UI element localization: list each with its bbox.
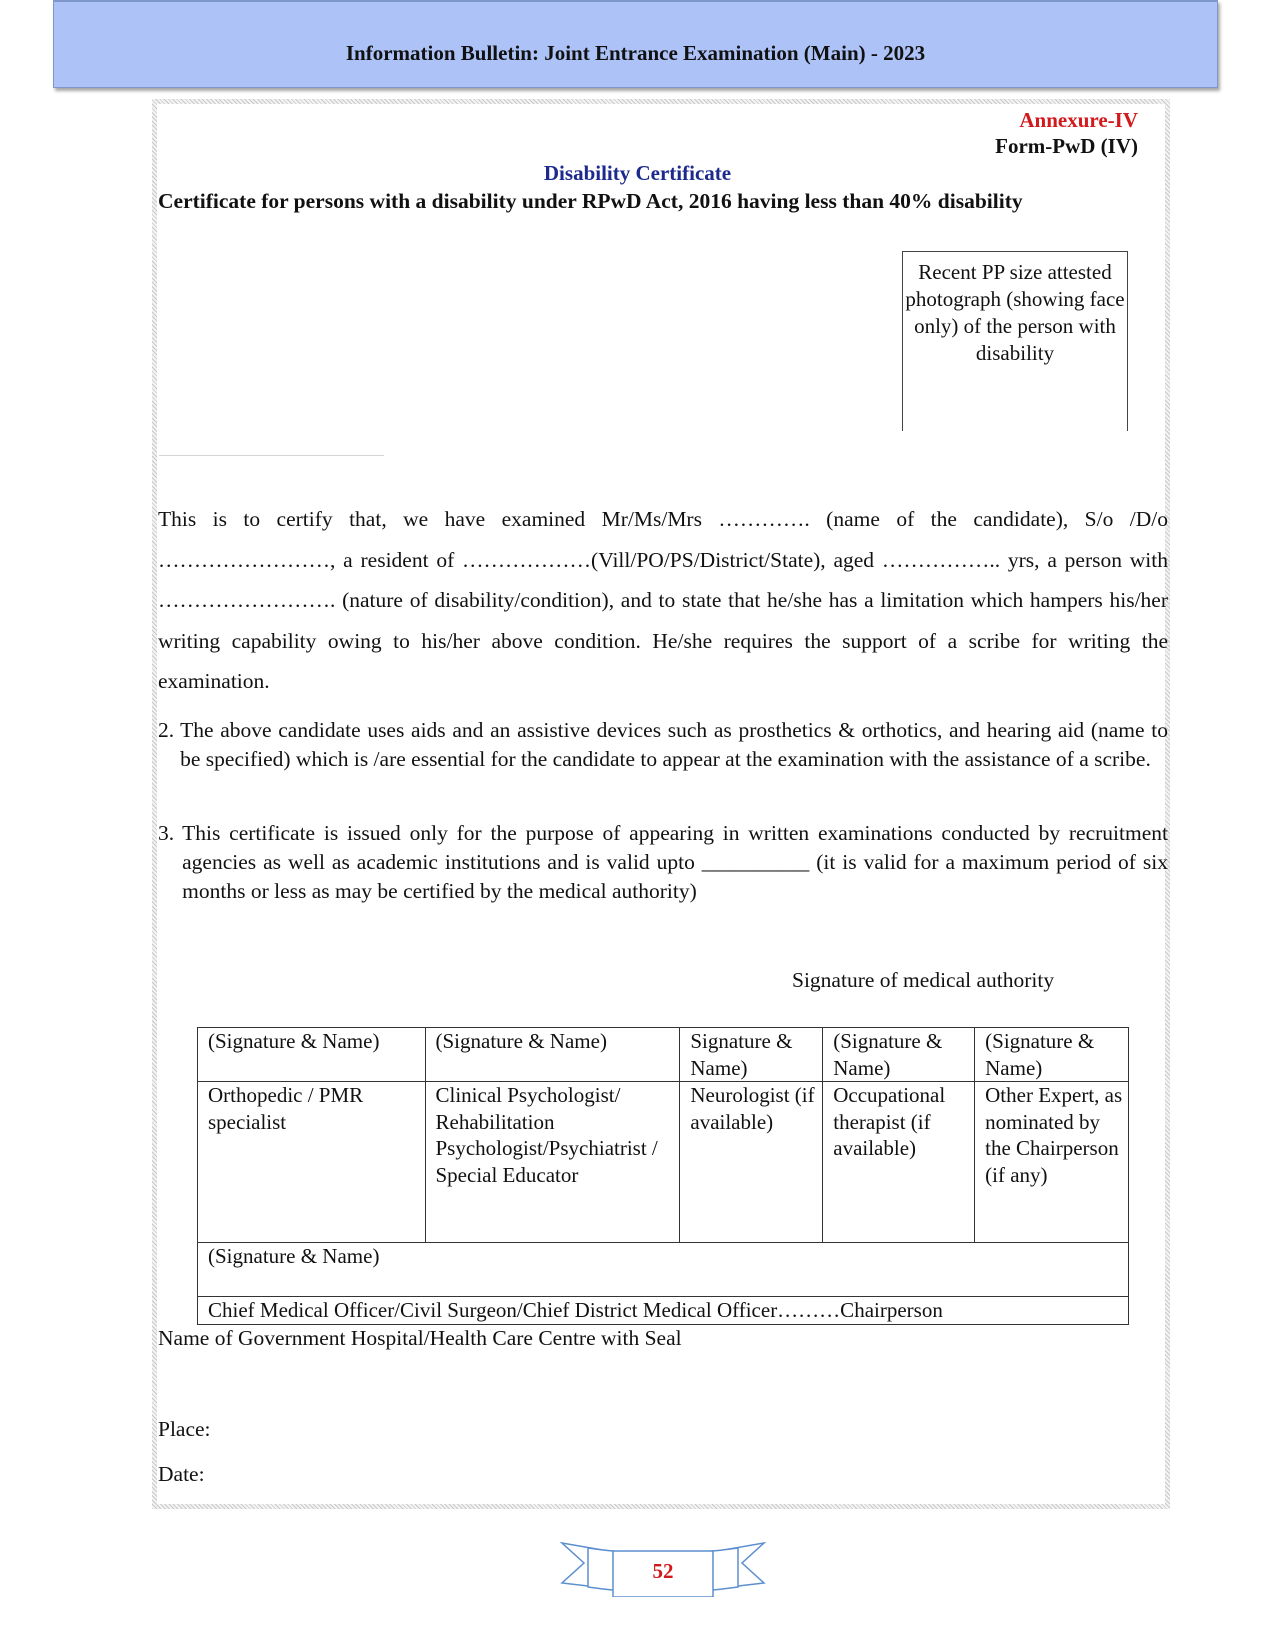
table-row: [198, 1082, 1129, 1243]
table-cell: Chief Medical Officer/Civil Surgeon/Chief District Medical Officer………Chairperson: [198, 1297, 1129, 1325]
table-cell: Orthopedic / PMR specialist: [198, 1082, 426, 1243]
item-number: 3.: [158, 821, 175, 845]
table-row: [198, 1297, 1129, 1325]
page-number: 52: [652, 1559, 674, 1583]
table-cell: Clinical Psychologist/ Rehabilitation Psychologist/Psychiatrist / Special Educator: [425, 1082, 680, 1243]
place-field: Place:: [158, 1417, 211, 1441]
table-cell: Signature & Name): [680, 1028, 823, 1082]
medical-authority-table: [197, 1027, 1129, 1325]
form-number: Form-PwD (IV): [995, 134, 1138, 158]
table-cell: Neurologist (if available): [680, 1082, 823, 1243]
table-cell: (Signature & Name): [823, 1028, 975, 1082]
list-item-3: [158, 819, 1168, 906]
annexure-label: Annexure-IV: [1019, 108, 1138, 132]
photograph-box: [902, 251, 1128, 431]
certificate-subtitle: Certificate for persons with a disability under RPwD Act, 2016 having less than 40% disability: [158, 189, 1023, 213]
photograph-instructions: Recent PP size attested photograph (showing face only) of the person with disability: [905, 260, 1125, 365]
certificate-title: Disability Certificate: [543, 161, 732, 185]
bulletin-header: [53, 0, 1218, 88]
list-item-2: [158, 716, 1168, 774]
item-text: This certificate is issued only for the purpose of appearing in written examinations conducted by recruitment agencies as well as academic institutions and is valid upto __________ (it is valid for a maximum period of six months or less as may be certified by the medical authority): [182, 821, 1168, 903]
item-text: The above candidate uses aids and an assistive devices such as prosthetics & orthotics, and hearing aid (name to be specified) which is /are essential for the candidate to appear at the examination with the assistance of a scribe.: [180, 718, 1168, 771]
table-cell: (Signature & Name): [975, 1028, 1129, 1082]
date-field: Date:: [158, 1462, 205, 1486]
table-cell: Other Expert, as nominated by the Chairperson (if any): [975, 1082, 1129, 1243]
table-row: [198, 1028, 1129, 1082]
item-number: 2.: [158, 718, 175, 742]
hospital-name-field: Name of Government Hospital/Health Care Centre with Seal: [158, 1326, 682, 1350]
table-cell: (Signature & Name): [198, 1243, 1129, 1297]
table-row: [198, 1243, 1129, 1297]
table-cell: (Signature & Name): [198, 1028, 426, 1082]
certification-paragraph: This is to certify that, we have examined Mr/Ms/Mrs …………. (name of the candidate), S/o /D/o ……………………, a resident of ………………(Vill/PO/PS/District/State), aged …………….. yrs, a person with ……………………. (nature of disability/condition), and to state that he/she has a limitation which hampers his/her writing capability owing to his/her above condition. He/she requires the support of a scribe for writing the examination.: [158, 507, 1168, 693]
table-cell: Occupational therapist (if available): [823, 1082, 975, 1243]
medical-authority-signature-label: Signature of medical authority: [792, 968, 1055, 992]
divider: [159, 455, 384, 456]
table-cell: (Signature & Name): [425, 1028, 680, 1082]
bulletin-title: Information Bulletin: Joint Entrance Examination (Main) - 2023: [345, 41, 926, 65]
